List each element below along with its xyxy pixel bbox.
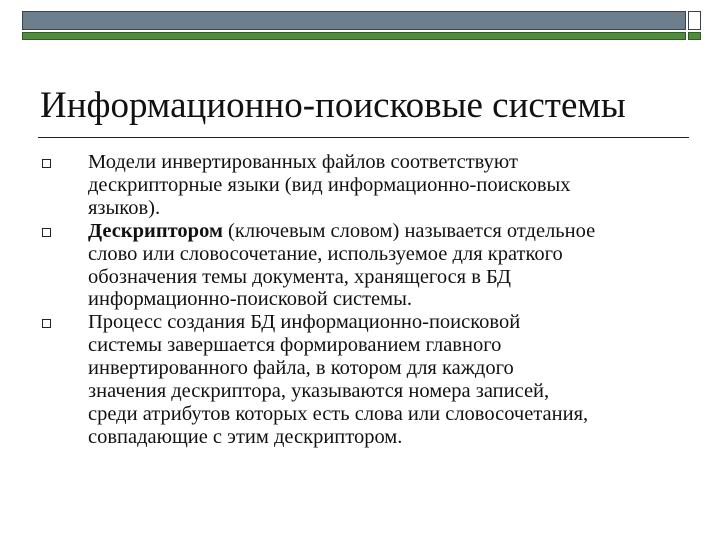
header-decor-line: [22, 32, 686, 40]
bullet-square-icon: [42, 319, 51, 328]
bullet-line: инвертированного файла, в котором для каждого: [88, 357, 514, 380]
bullet-list: [42, 151, 687, 449]
bullet-line: значения дескриптора, указываются номера записей,: [88, 380, 550, 403]
title-divider: [38, 137, 689, 138]
bullet-item-db-creation: [42, 311, 687, 448]
bullet-line: информационно-поисковой системы.: [88, 288, 412, 311]
descriptor-term: Дескриптором: [88, 219, 223, 242]
bullet-item-descriptor: [42, 220, 687, 312]
bullet-line: дескрипторные языки (вид информационно-поисковых: [88, 173, 571, 196]
bullet-item-inverted-files: [42, 151, 687, 220]
bullet-line: Модели инвертированных файлов соответствуют: [88, 151, 518, 173]
bullet-square-icon: [42, 228, 51, 237]
header-decor-corner-top: [688, 11, 701, 30]
bullet-line: Дескриптором (ключевым словом) называется отдельное: [88, 219, 596, 242]
bullet-line: Процесс создания БД информационно-поисковой: [88, 311, 521, 334]
bullet-line: системы завершается формированием главного: [88, 334, 502, 357]
bullet-line: обозначения темы документа, хранящегося в БД: [88, 265, 512, 288]
bullet-line: среди атрибутов которых есть слова или словосочетания,: [88, 402, 589, 425]
header-decor-bar: [22, 11, 686, 30]
bullet-line: слово или словосочетание, используемое для краткого: [88, 242, 563, 265]
slide-title: Информационно-поисковые системы: [40, 85, 626, 126]
bullet-square-icon: [42, 159, 51, 168]
header-decor-corner-bottom: [688, 32, 701, 40]
bullet-line: совпадающие с этим дескриптором.: [88, 425, 403, 448]
bullet-line: языков).: [88, 196, 161, 219]
